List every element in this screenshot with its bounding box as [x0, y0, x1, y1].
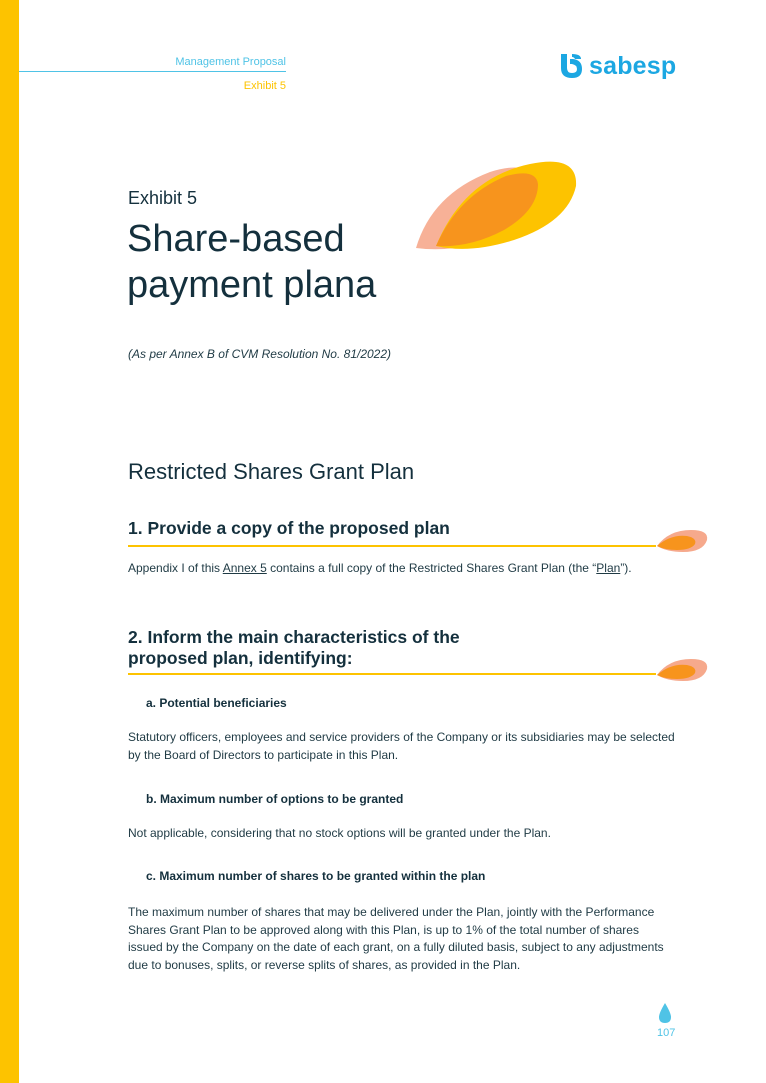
header-title: Management Proposal	[175, 56, 286, 68]
section-title: Restricted Shares Grant Plan	[128, 459, 415, 484]
decorative-leaf-graphic	[410, 156, 582, 258]
question-1-leaf-icon	[655, 526, 709, 554]
resolution-subtitle: (As per Annex B of CVM Resolution No. 81/2022)	[128, 347, 392, 361]
logo-text: sabesp	[589, 51, 677, 80]
question-1-heading: 1. Provide a copy of the proposed plan	[128, 518, 450, 538]
item-a-text: Statutory officers, employees and service providers of the Company or its subsidiaries may be selected by the Board of Directors to participate in this Plan.	[128, 730, 675, 762]
exhibit-label: Exhibit 5	[128, 188, 198, 208]
page-title: Share-based payment plana	[127, 218, 377, 306]
plan-link[interactable]: Plan	[596, 561, 621, 575]
item-c-text: The maximum number of shares that may be delivered under the Plan, jointly with the Performance Shares Grant Plan to be approved along with this Plan, is up to 1% of the total number of shares issued by the Company on the date of each grant, on a fully diluted basis, subject to any adjustments due to bonuses, splits, or reverse splits of shares, as provided in the Plan.	[128, 905, 664, 972]
sabesp-logo	[558, 50, 676, 82]
annex-5-link[interactable]: Annex 5	[222, 561, 267, 575]
sabesp-logo-icon	[558, 51, 584, 81]
answer-text-end: ”).	[620, 561, 632, 575]
item-b-heading: b. Maximum number of options to be granted	[146, 792, 404, 806]
question-1-divider	[128, 545, 656, 547]
side-accent-bar	[0, 0, 19, 1083]
header-subtitle: Exhibit 5	[243, 80, 286, 92]
question-1-answer	[128, 560, 676, 578]
item-a-heading: a. Potential beneficiaries	[146, 696, 287, 710]
page-number: 107	[657, 1027, 676, 1039]
header-divider	[19, 71, 286, 72]
question-2-heading: 2. Inform the main characteristics of the proposed plan, identifying:	[128, 627, 460, 668]
item-c-heading: c. Maximum number of shares to be granted within the plan	[146, 869, 486, 883]
item-b-text: Not applicable, considering that no stock options will be granted under the Plan.	[128, 826, 551, 840]
question-2-leaf-icon	[655, 655, 709, 683]
answer-text-start: Appendix I of this	[128, 561, 223, 575]
water-drop-icon	[659, 1003, 671, 1023]
answer-text-middle: contains a full copy of the Restricted Shares Grant Plan (the “	[266, 561, 597, 575]
question-2-divider	[128, 673, 656, 675]
